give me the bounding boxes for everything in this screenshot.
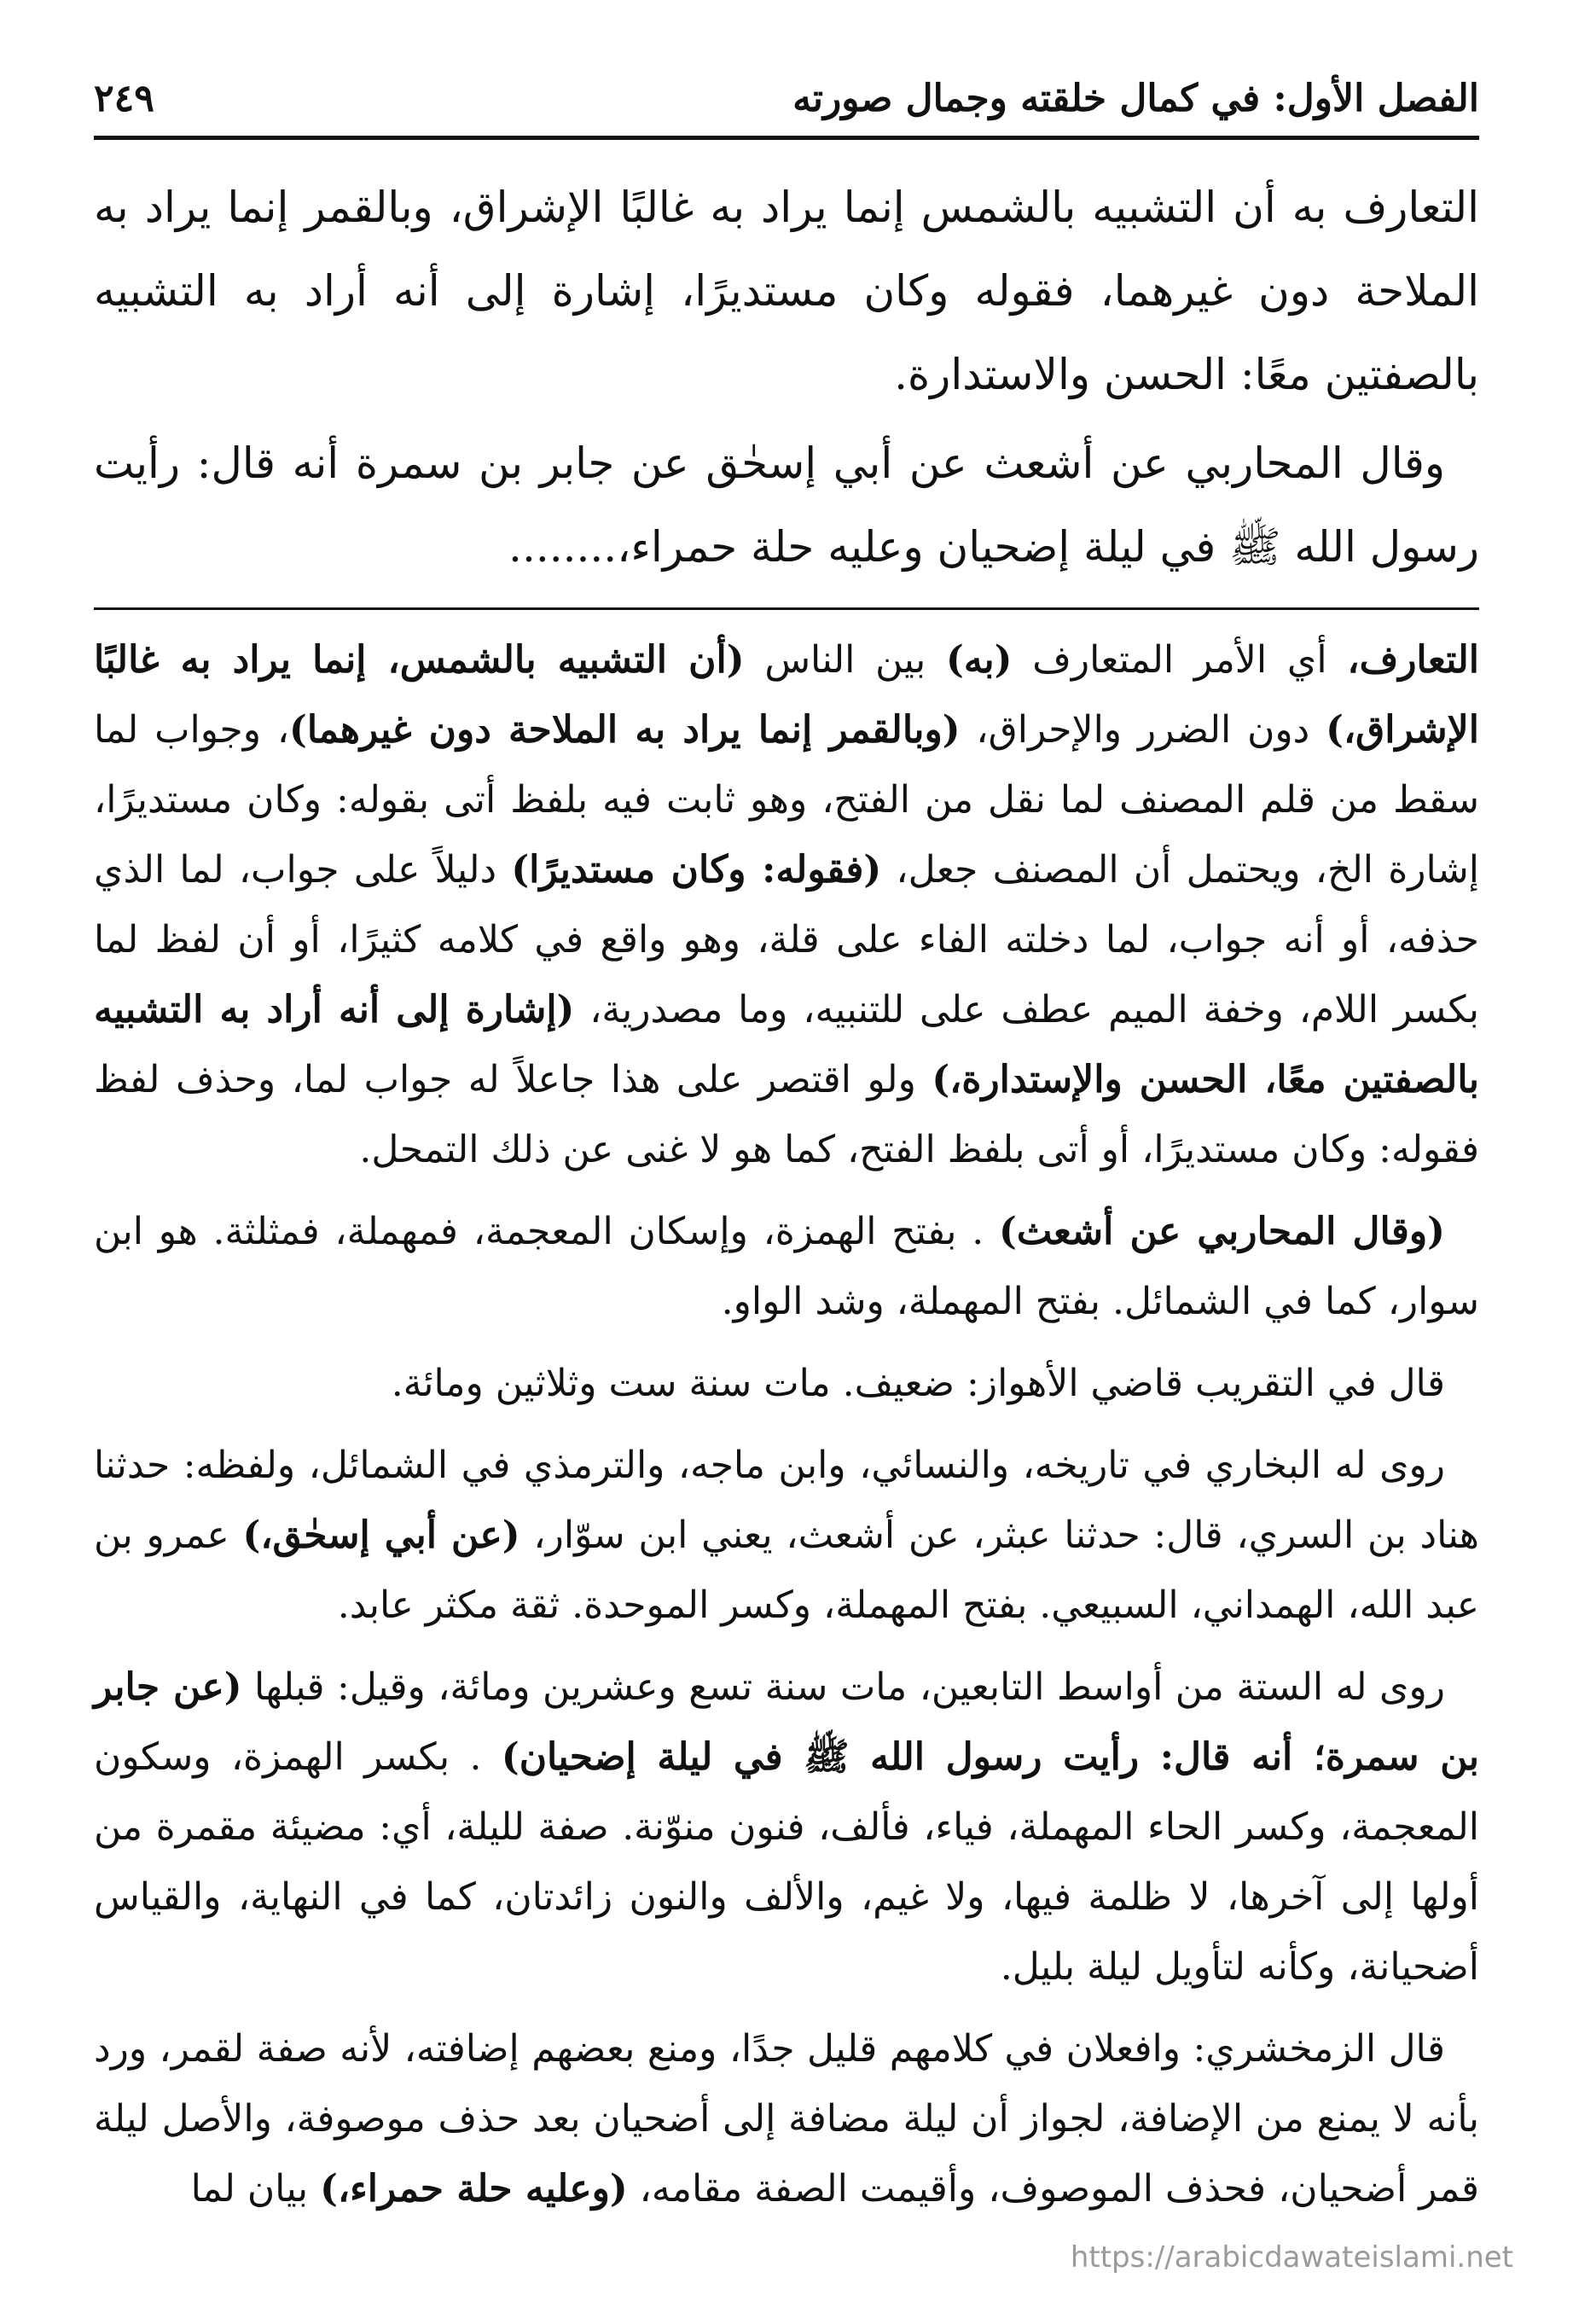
commentary-text-run: بين الناس: [744, 638, 946, 682]
bold-quoted-text: (عن جابر بن سمرة؛ أنه قال: رأيت رسول الله ﷺ في ليلة إضحيان): [94, 1665, 1479, 1779]
commentary-text-run: قال في التقريب قاضي الأهواز: ضعيف. مات سنة ست وثلاثين ومائة.: [391, 1362, 1445, 1405]
main-paragraph-1: التعارف به أن التشبيه بالشمس إنما يراد به غالبًا الإشراق، وبالقمر إنما يراد به الملاحة دون غيرهما، فقوله وكان مستديرًا، إشارة إلى أنه أراد به التشبيه بالصفتين معًا: الحسن والاستدارة.: [94, 183, 1479, 399]
bold-quoted-text: (وقال المحاربي عن أشعث): [999, 1210, 1445, 1253]
commentary-text-run: بيان لما: [190, 2167, 321, 2211]
commentary-text: [94, 625, 1479, 2224]
commentary-text-run: ، وجواب لما سقط من قلم المصنف لما نقل من الفتح، وهو ثابت فيه بلفظ أتى بقوله: وكان مستديرًا، إشارة الخ، ويحتمل أن المصنف جعل،: [94, 708, 1480, 892]
commentary-text-run: عمرو بن عبد الله، الهمداني، السبيعي. بفتح المهملة، وكسر الموحدة. ثقة مكثر عابد.: [94, 1514, 1479, 1627]
bold-quoted-text: (أن التشبيه بالشمس، إنما يراد به غالبًا الإشراق،): [94, 638, 1479, 752]
commentary-text-run: دليلاً على جواب، لما الذي حذفه، أو أنه جواب، لما دخلته الفاء على قلة، وهو واقع في كلامه كثيرًا، أو أن لفظ لما بكسر اللام، وخفة الميم عطف على للتنبيه، وما مصدرية،: [94, 848, 1480, 1031]
main-paragraph-2-text: وقال المحاربي عن أشعث عن أبي إسحٰق عن جابر بن سمرة أنه قال: رأيت رسول الله ﷺ في ليلة إضحيان وعليه حلة حمراء،: [94, 439, 1479, 572]
ellipsis-dots: ........: [508, 522, 618, 572]
commentary-text-run: . بفتح الهمزة، وإسكان المعجمة، فمهملة، فمثلثة. هو ابن سوار، كما في الشمائل. بفتح المهملة، وشد الواو.: [94, 1210, 1479, 1323]
commentary-text-run: روى له البخاري في تاريخه، والنسائي، وابن ماجه، والترمذي في الشمائل، ولفظه: حدثنا هناد بن السري، قال: حدثنا عبثر، عن أشعث، يعني ابن سوّار،: [94, 1444, 1479, 1557]
watermark-url: https://arabicdawateislami.net: [1070, 2240, 1513, 2275]
commentary-paragraph: [94, 1349, 1479, 1419]
commentary-text-run: دون الضرر والإحراق،: [960, 708, 1326, 752]
commentary-paragraph: [94, 1197, 1479, 1337]
main-text: [94, 166, 1479, 589]
bold-quoted-text: (فقوله: وكان مستديرًا): [511, 848, 882, 892]
bold-quoted-text: (وبالقمر إنما يراد به الملاحة دون غيرهما): [289, 708, 961, 752]
commentary-paragraph: [94, 625, 1479, 1185]
document-page: [94, 77, 1479, 2261]
commentary-text-run: ولو اقتصر على هذا جاعلاً له جواب لما، وحذف لفظ فقوله: وكان مستديرًا، أو أتى بلفظ الفتح، كما هو لا غنى عن ذلك التمحل.: [94, 1058, 1479, 1171]
commentary-paragraph: [94, 1431, 1479, 1641]
commentary-paragraph: [94, 1653, 1479, 2002]
main-paragraph-2: [94, 421, 1479, 589]
page-number: ٢٤٩: [94, 77, 154, 120]
commentary-paragraph: [94, 2014, 1479, 2224]
commentary-text-run: . بكسر الهمزة، وسكون المعجمة، وكسر الحاء المهملة، فياء، فألف، فنون منوّنة. صفة لليلة، أي: مضيئة مقمرة من أولها إلى آخرها، لا ظلمة فيها، ولا غيم، والألف والنون زائدتان، كما في النهاية، والقياس أضحيانة، وكأنه لتأويل ليلة بليل.: [94, 1735, 1479, 1989]
commentary-text-run: روى له الستة من أواسط التابعين، مات سنة تسع وعشرين ومائة، وقيل: قبلها: [241, 1665, 1445, 1709]
bold-quoted-text: (به): [946, 638, 1013, 682]
bold-quoted-text: (إشارة إلى أنه أراد به التشبيه بالصفتين معًا، الحسن والإستدارة،): [94, 988, 1479, 1101]
chapter-title: الفصل الأول: في كمال خلقته وجمال صورته: [792, 77, 1479, 120]
bold-quoted-text: التعارف،: [1347, 638, 1479, 682]
page-header: [94, 77, 1479, 140]
bold-quoted-text: (عن أبي إسحٰق،): [242, 1514, 520, 1557]
bold-quoted-text: (وعليه حلة حمراء،): [320, 2167, 628, 2211]
commentary-text-run: قال الزمخشري: وافعلان في كلامهم قليل جدًا، ومنع بعضهم إضافته، لأنه صفة لقمر، ورد بأنه لا يمنع من الإضافة، لجواز أن ليلة مضافة إلى أضحيان بعد حذف موصوفة، والأصل ليلة قمر أضحيان، فحذف الموصوف، وأقيمت الصفة مقامه،: [94, 2027, 1479, 2211]
commentary-separator: [94, 607, 1479, 610]
commentary-text-run: أي الأمر المتعارف: [1012, 638, 1348, 682]
